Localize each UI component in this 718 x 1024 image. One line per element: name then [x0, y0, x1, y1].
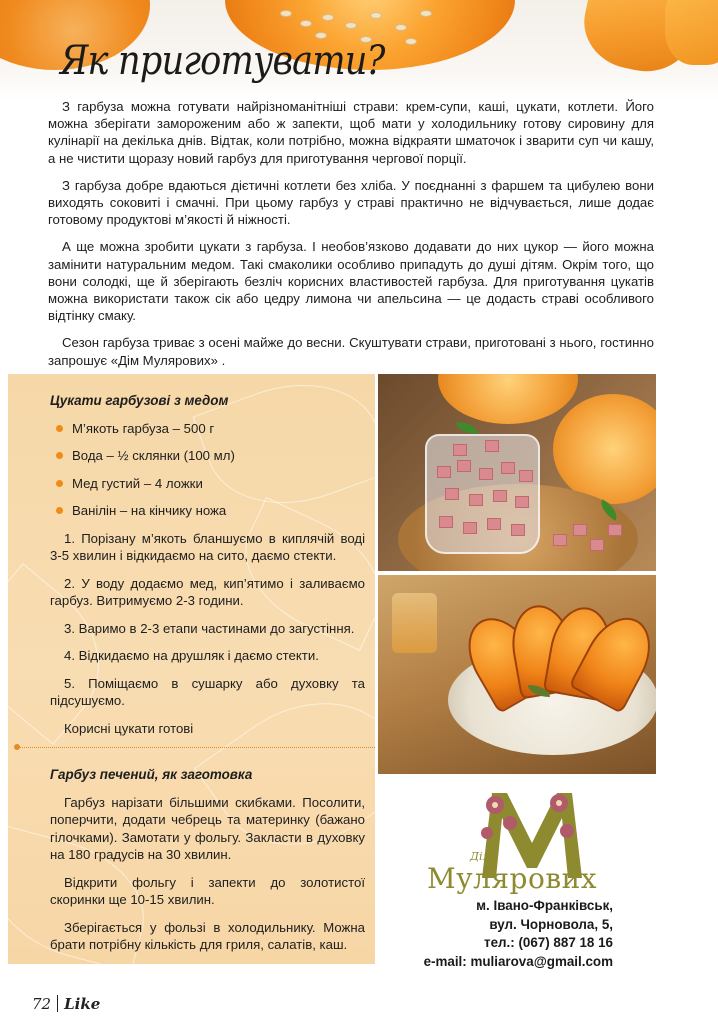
recipe-panel	[8, 374, 375, 964]
recipe-step: Гарбуз нарізати більшими скибками. Посолити, поперчити, додати чебрець та материнку (бажано гілочками). Замотати у фольгу. Закласти в духовку на 180 градусів на 30 хвилин.	[50, 794, 365, 862]
recipe-step: Корисні цукати готові	[64, 720, 194, 736]
page-title: Як приготувати?	[60, 38, 385, 84]
ingredient-item: М’якоть гарбуза – 500 г	[50, 420, 365, 438]
intro-paragraph: А ще можна зробити цукати з гарбуза. І необов’язково додавати до них цукор — його можна замінити натуральним медом. Такі смаколики особливо припадуть до душі дітям. Окрім того, що вони солодкі, ще й зберігають безліч корисних властивостей гарбуза. Для приготування цукатів можна використати також сік або цедру лимона чи апельсина — це додасть страві особливого відтінку смаку.	[48, 239, 654, 324]
recipe-title-candied: Цукати гарбузові з медом	[50, 393, 229, 408]
recipe-step: 4. Відкидаємо на друшляк і даємо стекти.	[64, 648, 319, 663]
candied-pumpkin-photo	[378, 374, 656, 571]
intro-paragraph: З гарбуза можна готувати найрізноманітніші страви: крем-супи, каші, цукати, котлети. Його можна зберігати замороженим або ж запекти, щоб мати у холодильнику готову сировину для кулінарії на декілька днів. Відтак, коли потрібно, можна відкраяти шматочок і зварити суп чи кашу, а не чистити щоразу новий гарбуз для приготування чергової порції.	[48, 99, 654, 166]
intro-text	[48, 98, 654, 379]
page-footer	[32, 995, 100, 1013]
contact-city: м. Івано-Франківськ,	[476, 898, 613, 913]
contact-phone: тел.: (067) 887 18 16	[484, 935, 613, 950]
recipe-step: Зберігається у фользі в холодильнику. Можна брати потрібну кількість для гриля, салатів, каш.	[50, 919, 365, 952]
baked-pumpkin-photo	[378, 575, 656, 774]
recipe-step: Відкрити фольгу і запекти до золотистої скоринки ще 10-15 хвилин.	[50, 874, 365, 907]
recipe-step: 2. У воду додаємо мед, кип’ятимо і заливаємо гарбуз. Витримуємо 2-3 години.	[50, 575, 365, 608]
recipe-title-baked: Гарбуз печений, як заготовка	[50, 767, 253, 782]
intro-paragraph: З гарбуза добре вдаються дієтичні котлети без хліба. У поєднанні з фаршем та цибулею вони виходять соковиті і смачні. При цьому гарбуз у страві практично не відчувається, лише додає готовому продуктові м’якості й ніжності.	[48, 177, 654, 228]
recipe-step: 3. Варимо в 2-3 етапи частинами до загустіння.	[64, 620, 355, 636]
recipe-step: 5. Поміщаємо в сушарку або духовку та підсушуємо.	[50, 675, 365, 708]
recipe-step: 1. Порізану м’якоть бланшуємо в киплячій воді 3-5 хвилин і відкидаємо на сито, даємо стекти.	[50, 530, 365, 563]
magazine-brand: Like	[64, 995, 101, 1013]
recipe-divider	[16, 747, 375, 748]
contact-email: e-mail: muliarova@gmail.com	[423, 953, 613, 969]
ingredient-list	[50, 420, 365, 520]
ingredient-item: Мед густий – 4 ложки	[50, 475, 365, 493]
contact-block	[400, 897, 613, 971]
logo-small-text: Дім	[470, 850, 492, 863]
contact-street: вул. Чорновола, 5,	[489, 916, 613, 932]
ingredient-item: Ванілін – на кінчику ножа	[50, 502, 365, 520]
page-number: 72	[32, 995, 52, 1013]
logo-name: Мулярових	[426, 862, 598, 895]
ingredient-item: Вода – ½ склянки (100 мл)	[50, 447, 365, 465]
intro-paragraph: Сезон гарбуза триває з осені майже до весни. Скуштувати страви, приготовані з нього, гостинно запрошує «Дім Мулярових» .	[48, 335, 654, 368]
